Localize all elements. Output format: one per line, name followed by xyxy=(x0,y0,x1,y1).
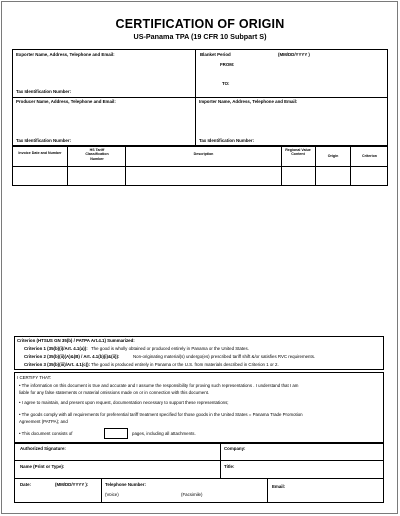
page-count-input[interactable] xyxy=(104,428,128,439)
signature-row-divider xyxy=(14,460,384,461)
producer-field[interactable] xyxy=(16,106,191,137)
criterion-2-label: Criterion 2 (35(b)(ii)(A)&(B) / Art. 4.1(b)(i)&(ii)): xyxy=(24,354,120,359)
parties-row-divider xyxy=(12,97,388,98)
exporter-tax-id-label: Tax Identification Number: xyxy=(16,89,72,94)
col-header-description: Description xyxy=(193,152,214,156)
criterion-1-text: The good is wholly obtained or produced entirely in Panama or the United States. xyxy=(91,346,249,351)
certify-statement-1b: liable for any false statements or material omissions made on or in connection with this document. xyxy=(19,390,210,395)
col-header-invoice: Invoice Date and Number xyxy=(18,151,62,155)
certify-statement-3a: • The goods comply with all requirements for preferential tariff treatment specified for those goods in the United States = Panama Trade Promotion xyxy=(19,412,303,417)
name-label: Name (Print or Type): xyxy=(20,464,65,469)
producer-tax-id-label: Tax Identification Number: xyxy=(16,138,72,143)
signature-field[interactable] xyxy=(95,445,217,458)
email-field[interactable] xyxy=(297,481,382,501)
blanket-to-field[interactable] xyxy=(240,80,380,90)
criterion-3-text: The good is produced entirely in Panama or the U.S. from materials described in Criterion 1 or 2. xyxy=(91,362,279,367)
criterion-2-text: Non-originating material(s) undergo(es) prescribed tariff shift &/or satisfies RVC requirements. xyxy=(133,354,316,359)
certify-statement-4a: • This document consists of xyxy=(19,431,73,436)
voice-label: (Voice) xyxy=(105,492,119,497)
signature-col-divider xyxy=(220,443,221,478)
certify-statement-1a: • The information on this document is true and accurate and I assume the responsibility for proving such representations . I understand that I am xyxy=(19,383,299,388)
goods-table-row[interactable] xyxy=(13,167,387,185)
name-field[interactable] xyxy=(95,463,217,476)
certify-heading: I CERTIFY THAT: xyxy=(17,375,52,380)
certify-statement-4b: pages, including all attachments. xyxy=(132,431,196,436)
importer-tax-id-label: Tax Identification Number: xyxy=(199,138,255,143)
email-label: Email: xyxy=(272,484,286,489)
blanket-period-format: (MM/DD/YYYY ) xyxy=(278,52,310,57)
col-header-criterion: Criterion xyxy=(362,154,377,158)
authorized-signature-label: Authorized Signature: xyxy=(20,446,66,451)
producer-label: Producer Name, Address, Telephone and Email: xyxy=(16,99,116,104)
criterion-1-label: Criterion 1 (35(b)(i)/Art. 4.1(a)): xyxy=(24,346,88,351)
date-field[interactable] xyxy=(18,490,98,501)
title-label: Title: xyxy=(224,464,235,469)
col-header-hs-tariff: HS Tariff Classification Number xyxy=(85,148,109,161)
criterion-3-label: Criterion 3 (35(b)(iii)/Art. 4.1(c)): xyxy=(24,362,91,367)
title-field[interactable] xyxy=(258,463,382,476)
signature-row-divider xyxy=(14,478,384,479)
company-label: Company: xyxy=(224,446,246,451)
col-header-rvc: Regional Value Content xyxy=(285,148,311,157)
facsimile-label: (Facsimile) xyxy=(181,492,203,497)
date-label: Date: xyxy=(20,482,31,487)
telephone-label: Telephone Number: xyxy=(105,482,146,487)
importer-label: Importer Name, Address, Telephone and Email: xyxy=(199,99,298,104)
certify-statement-3b: Agreement (PATPA); and xyxy=(19,419,68,424)
blanket-from-label: FROM: xyxy=(220,62,235,67)
exporter-label: Exporter Name, Address, Telephone and Email: xyxy=(16,52,115,57)
form-title: CERTIFICATION OF ORIGIN xyxy=(115,17,285,31)
blanket-from-field[interactable] xyxy=(240,61,380,71)
telephone-field[interactable] xyxy=(105,481,265,491)
certify-statement-2: • I agree to maintain, and present upon request, documentation necessary to support these representations; xyxy=(19,400,229,405)
signature-col-divider xyxy=(267,478,268,503)
form-subtitle: US-Panama TPA (19 CFR 10 Subpart S) xyxy=(133,32,267,41)
importer-field[interactable] xyxy=(199,106,384,137)
blanket-to-label: TO: xyxy=(222,81,230,86)
criterion-heading: Criterion (HTSUS GN 35(b) / PATPA Art.4.1) Summarized: xyxy=(17,338,135,343)
col-header-origin: Origin xyxy=(327,154,339,158)
date-format-label: (MM/DD/YYYY ): xyxy=(55,482,89,487)
company-field[interactable] xyxy=(258,445,382,458)
exporter-field[interactable] xyxy=(16,59,191,88)
blanket-period-label: Blanket Period xyxy=(200,52,231,57)
signature-col-divider xyxy=(101,478,102,503)
